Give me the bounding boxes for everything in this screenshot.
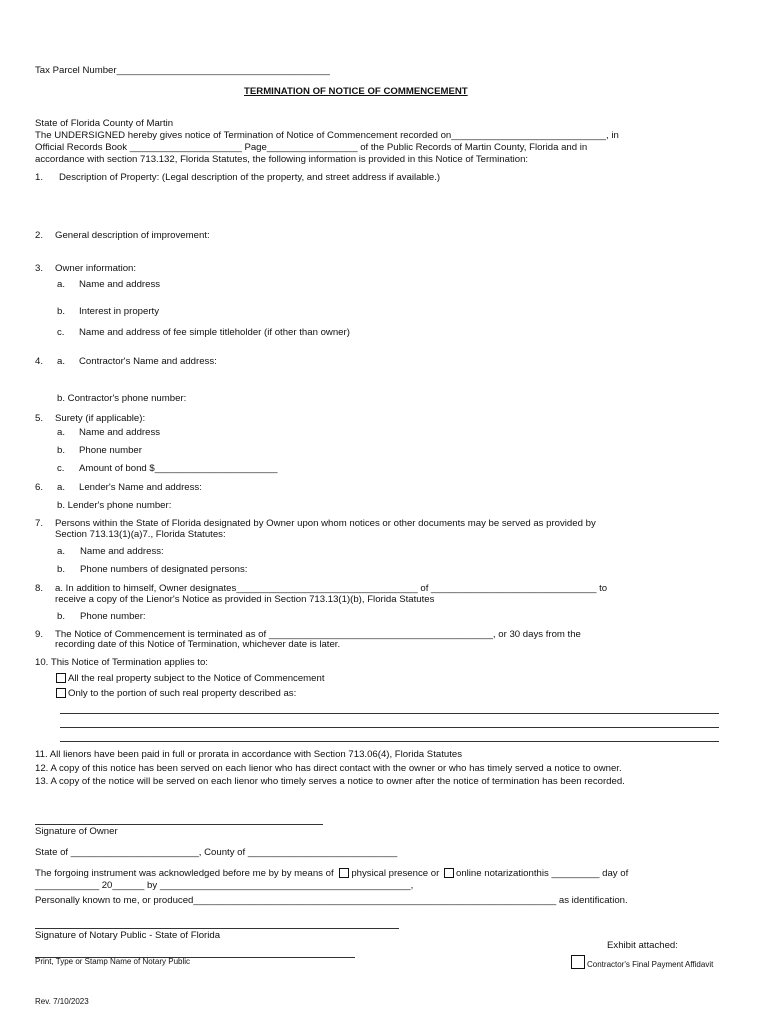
sub-letter: b.	[57, 306, 66, 317]
owner-designates-line-1: a. In addition to himself, Owner designates__________________________________ of _______________________________ to	[55, 583, 608, 594]
state-county-line: State of Florida County of Martin	[35, 118, 174, 129]
option-all-property[interactable]	[56, 673, 325, 684]
designated-phone-numbers: Phone numbers of designated persons:	[80, 564, 248, 575]
exhibit-attached-label: Exhibit attached:	[607, 940, 678, 951]
notice-served-statement: 12. A copy of this notice has been served on each lienor who has direct contact with the owner or who has timely served a notice to owner.	[35, 763, 622, 774]
sub-letter: a.	[57, 279, 66, 290]
sub-letter: a.	[57, 427, 66, 438]
terminated-as-of-line-2: recording date of this Notice of Termination, whichever date is later.	[55, 639, 341, 650]
item-number: 9.	[35, 629, 44, 640]
option-portion-property-label: Only to the portion of such real property described as:	[68, 688, 297, 699]
sub-letter: b.	[57, 611, 66, 622]
option-all-property-label: All the real property subject to the Notice of Commencement	[68, 673, 325, 684]
signature-of-owner-label: Signature of Owner	[35, 826, 118, 837]
notary-print-label: Print, Type or Stamp Name of Notary Public	[35, 957, 191, 966]
acknowledgment-line-2: ____________ 20______ by _______________________________________________,	[35, 880, 414, 891]
designated-persons-line-1: Persons within the State of Florida designated by Owner upon whom notices or other documents may be served as provided by	[55, 518, 596, 529]
item-number: 2.	[35, 230, 44, 241]
checkbox-physical-presence[interactable]	[339, 868, 349, 878]
affidavit-option[interactable]	[571, 955, 713, 970]
lender-name-address: Lender's Name and address:	[79, 482, 202, 493]
sub-letter: a.	[57, 356, 66, 367]
checkbox-final-payment-affidavit[interactable]	[571, 955, 585, 969]
item-number: 5.	[35, 413, 44, 424]
sub-letter: b.	[57, 564, 66, 575]
sub-letter: b.	[57, 445, 66, 456]
item-number: 8.	[35, 583, 44, 594]
tax-parcel-line: Tax Parcel Number________________________________________	[35, 65, 330, 76]
lienors-paid-statement: 11. All lienors have been paid in full or prorata in accordance with Section 713.06(4), Florida Statutes	[35, 749, 462, 760]
lender-phone: b. Lender's phone number:	[57, 500, 172, 511]
designated-persons-line-2: Section 713.13(1)(a)7., Florida Statutes:	[55, 529, 226, 540]
general-description-improvement: General description of improvement:	[55, 230, 210, 241]
document-title: TERMINATION OF NOTICE OF COMMENCEMENT	[244, 86, 468, 97]
acknowledgment-line-1	[35, 868, 628, 879]
contractor-phone: b. Contractor's phone number:	[57, 393, 187, 404]
terminated-as-of-line-1: The Notice of Commencement is terminated as of __________________________________________, or 30 days from the	[55, 629, 581, 640]
designated-name-address: Name and address:	[80, 546, 164, 557]
notary-signature-line[interactable]	[35, 928, 399, 929]
checkbox-online-notarization[interactable]	[444, 868, 454, 878]
intro-line-3: accordance with section 713.132, Florida Statutes, the following information is provided in this Notice of Termination:	[35, 154, 529, 165]
item-number: 7.	[35, 518, 44, 529]
state-county-field: State of ________________________, County of ____________________________	[35, 847, 398, 858]
personally-known-line: Personally known to me, or produced____________________________________________________________________ as identification.	[35, 895, 628, 906]
item-number: 1.	[35, 172, 44, 183]
owner-designates-line-2: receive a copy of the Lienor's Notice as provided in Section 713.13(1)(b), Florida Statutes	[55, 594, 435, 605]
sub-letter: c.	[57, 463, 65, 474]
checkbox-portion-property[interactable]	[56, 688, 66, 698]
surety-name-address: Name and address	[79, 427, 161, 438]
owner-information: Owner information:	[55, 263, 137, 274]
description-line[interactable]	[60, 741, 719, 742]
sub-letter: c.	[57, 327, 65, 338]
acknowledgment-text: The forgoing instrument was acknowledged before me by by means of	[35, 868, 334, 879]
description-of-property: Description of Property: (Legal description of the property, and street address if available.)	[59, 172, 441, 183]
online-notarization-label: online notarizationthis _________ day of	[455, 868, 629, 879]
sub-letter: a.	[57, 482, 66, 493]
affidavit-label: Contractor's Final Payment Affidavit	[587, 960, 714, 969]
designee-phone: Phone number:	[80, 611, 146, 622]
surety-label: Surety (if applicable):	[55, 413, 146, 424]
description-line[interactable]	[60, 727, 719, 728]
physical-presence-label: physical presence or	[351, 868, 440, 879]
description-line[interactable]	[60, 713, 719, 714]
item-number: 3.	[35, 263, 44, 274]
sub-letter: a.	[57, 546, 66, 557]
surety-phone: Phone number	[79, 445, 142, 456]
item-number: 4.	[35, 356, 44, 367]
contractor-name-address: Contractor's Name and address:	[79, 356, 217, 367]
owner-signature-line[interactable]	[35, 824, 323, 825]
applies-to-label: 10. This Notice of Termination applies to:	[35, 657, 208, 668]
intro-line-1: The UNDERSIGNED hereby gives notice of Termination of Notice of Commencement recorded on_____________________________, in	[35, 130, 619, 141]
revision-date: Rev. 7/10/2023	[35, 997, 89, 1006]
notary-signature-label: Signature of Notary Public - State of Florida	[35, 930, 221, 941]
intro-line-2: Official Records Book _____________________ Page_________________ of the Public Records of Martin County, Florida and in	[35, 142, 588, 153]
notice-will-be-served-statement: 13. A copy of the notice will be served on each lienor who timely serves a notice to owner after the notice of termination has been recorded.	[35, 776, 625, 787]
fee-simple-titleholder: Name and address of fee simple titleholder (if other than owner)	[79, 327, 350, 338]
option-portion-property[interactable]	[56, 688, 296, 699]
checkbox-all-property[interactable]	[56, 673, 66, 683]
owner-name-address: Name and address	[79, 279, 161, 290]
interest-in-property: Interest in property	[79, 306, 159, 317]
amount-of-bond: Amount of bond $_______________________	[79, 463, 278, 474]
item-number: 6.	[35, 482, 44, 493]
